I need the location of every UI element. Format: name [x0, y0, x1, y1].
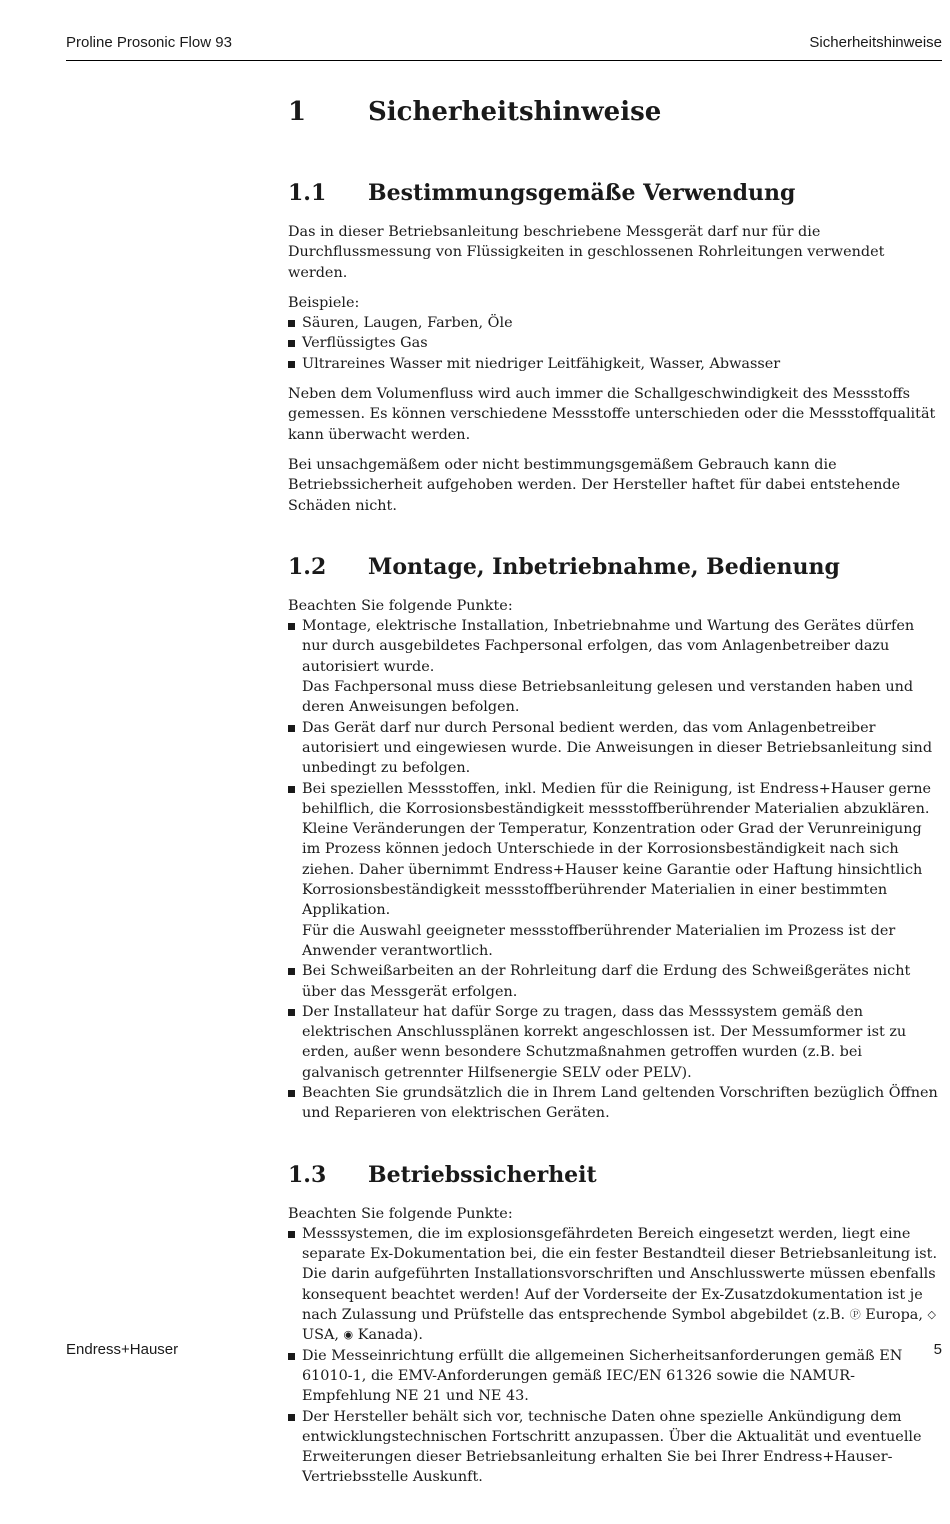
- bullet-icon: [288, 1009, 295, 1016]
- list-item: Bei Schweißarbeiten an der Rohrleitung darf die Erdung des Schweißgerätes nicht über das Messgerät erfolgen.: [288, 961, 942, 1002]
- chapter-heading: [288, 92, 942, 132]
- bullet-icon: [288, 1090, 295, 1097]
- examples-label: Beispiele:: [288, 294, 360, 311]
- list-item: Ultrareines Wasser mit niedriger Leitfähigkeit, Wasser, Abwasser: [288, 354, 942, 374]
- section-1-1: [288, 178, 942, 516]
- chapter-title: Sicherheitshinweise: [368, 97, 662, 127]
- points-list: [288, 616, 942, 1123]
- ex-symbol-icon: Ⓟ: [849, 1308, 861, 1322]
- chapter-number: 1: [288, 97, 307, 127]
- bullet-icon: [288, 340, 295, 347]
- bullet-icon: [288, 1353, 295, 1360]
- bullet-icon: [288, 623, 295, 630]
- page-header: [66, 32, 942, 61]
- section-number: 1.2: [288, 553, 327, 580]
- intro-text: Beachten Sie folgende Punkte:: [288, 597, 513, 614]
- section-heading: [288, 552, 942, 582]
- list-item: Messsystemen, die im explosionsgefährdeten Bereich eingesetzt werden, liegt eine separate Ex-Dokumentation bei, die ein fester Bestandteil dieser Betriebsanleitung ist. Die darin aufgeführten Installationsvorschriften und Anschlusswerte müssen ebenfalls konsequent beachtet werden! Auf der Vorderseite der Ex-Zusatzdokumentation ist je nach Zulassung und Prüfstelle das entsprechende Symbol abgebildet (z.B. Ⓟ Europa, ◇ USA, ◉ Kanada).: [288, 1224, 942, 1346]
- section-number: 1.3: [288, 1161, 327, 1188]
- bullet-icon: [288, 1231, 295, 1238]
- header-section: Sicherheitshinweise: [809, 34, 942, 51]
- bullet-icon: [288, 725, 295, 732]
- bullet-icon: [288, 1414, 295, 1421]
- footer-brand: Endress+Hauser: [66, 1341, 179, 1358]
- section-title: Betriebssicherheit: [368, 1161, 597, 1188]
- section-number: 1.1: [288, 180, 327, 206]
- paragraph: Bei unsachgemäßem oder nicht bestimmungsgemäßem Gebrauch kann die Betriebssicherheit aufgehoben werden. Der Hersteller haftet für dabei entstehende Schäden nicht.: [288, 456, 901, 514]
- fm-symbol-icon: ◇: [927, 1308, 936, 1322]
- list-item: Verflüssigtes Gas: [288, 333, 942, 353]
- list-item: Der Hersteller behält sich vor, technische Daten ohne spezielle Ankündigung dem entwicklungstechnischen Fortschritt anzupassen. Über die Aktualität und eventuelle Erweiterungen dieser Betriebsanleitung erhalten Sie bei Ihrer Endress+Hauser-Vertriebsstelle Auskunft.: [288, 1407, 942, 1488]
- section-heading: [288, 178, 942, 208]
- csa-symbol-icon: ◉: [343, 1328, 354, 1342]
- paragraph: Neben dem Volumenfluss wird auch immer die Schallgeschwindigkeit des Messstoffs gemessen. Es können verschiedene Messstoffe unterschieden oder die Messstoffqualität kann überwacht werden.: [288, 386, 936, 443]
- page-content: [288, 92, 942, 1524]
- paragraph: Das in dieser Betriebsanleitung beschriebene Messgerät darf nur für die Durchflussmessung von Flüssigkeiten in geschlossenen Rohrleitungen verwendet werden.: [288, 224, 885, 281]
- bullet-icon: [288, 968, 295, 975]
- list-item: Das Gerät darf nur durch Personal bedient werden, das vom Anlagenbetreiber autorisiert und eingewiesen wurde. Die Anweisungen in dieser Betriebsanleitung sind unbedingt zu befolgen.: [288, 718, 942, 779]
- list-item: Montage, elektrische Installation, Inbetriebnahme und Wartung des Gerätes dürfen nur durch ausgebildetes Fachpersonal erfolgen, das vom Anlagenbetreiber dazu autorisiert wurde. Das Fachpersonal muss diese Betriebsanleitung gelesen und verstanden haben und deren Anweisungen befolgen.: [288, 616, 942, 717]
- section-1-3: [288, 1160, 942, 1488]
- points-list: [288, 1224, 942, 1488]
- section-heading: [288, 1160, 942, 1190]
- page-number: 5: [933, 1341, 942, 1358]
- section-title: Montage, Inbetriebnahme, Bedienung: [368, 553, 840, 580]
- bullet-icon: [288, 320, 295, 327]
- examples-list: [288, 313, 942, 374]
- list-item: Der Installateur hat dafür Sorge zu tragen, dass das Messsystem gemäß den elektrischen Anschlussplänen korrekt angeschlossen ist. Der Messumformer ist zu erden, außer wenn besondere Schutzmaßnahmen getroffen wurden (z.B. bei galvanisch getrennter Hilfsenergie SELV oder PELV).: [288, 1002, 942, 1083]
- list-item: Beachten Sie grundsätzlich die in Ihrem Land geltenden Vorschriften bezüglich Öffnen und Reparieren von elektrischen Geräten.: [288, 1083, 942, 1124]
- bullet-icon: [288, 361, 295, 368]
- intro-text: Beachten Sie folgende Punkte:: [288, 1205, 513, 1222]
- section-title: Bestimmungsgemäße Verwendung: [368, 180, 796, 206]
- section-1-2: [288, 552, 942, 1124]
- list-item: Die Messeinrichtung erfüllt die allgemeinen Sicherheitsanforderungen gemäß EN 61010-1, die EMV-Anforderungen gemäß IEC/EN 61326 sowie die NAMUR-Empfehlung NE 21 und NE 43.: [288, 1346, 942, 1407]
- header-product: Proline Prosonic Flow 93: [66, 34, 232, 51]
- bullet-icon: [288, 786, 295, 793]
- list-item: Bei speziellen Messstoffen, inkl. Medien für die Reinigung, ist Endress+Hauser gerne behilflich, die Korrosionsbeständigkeit messstoffberührender Materialien abzuklären. Kleine Veränderungen der Temperatur, Konzentration oder Grad der Verunreinigung im Prozess können jedoch Unterschiede in der Korrosionsbeständigkeit nach sich ziehen. Daher übernimmt Endress+Hauser keine Garantie oder Haftung hinsichtlich Korrosionsbeständigkeit messstoffberührender Materialien in einer bestimmten Applikation. Für die Auswahl geeigneter messstoffberührender Materialien im Prozess ist der Anwender verantwortlich.: [288, 779, 942, 962]
- list-item: Säuren, Laugen, Farben, Öle: [288, 313, 942, 333]
